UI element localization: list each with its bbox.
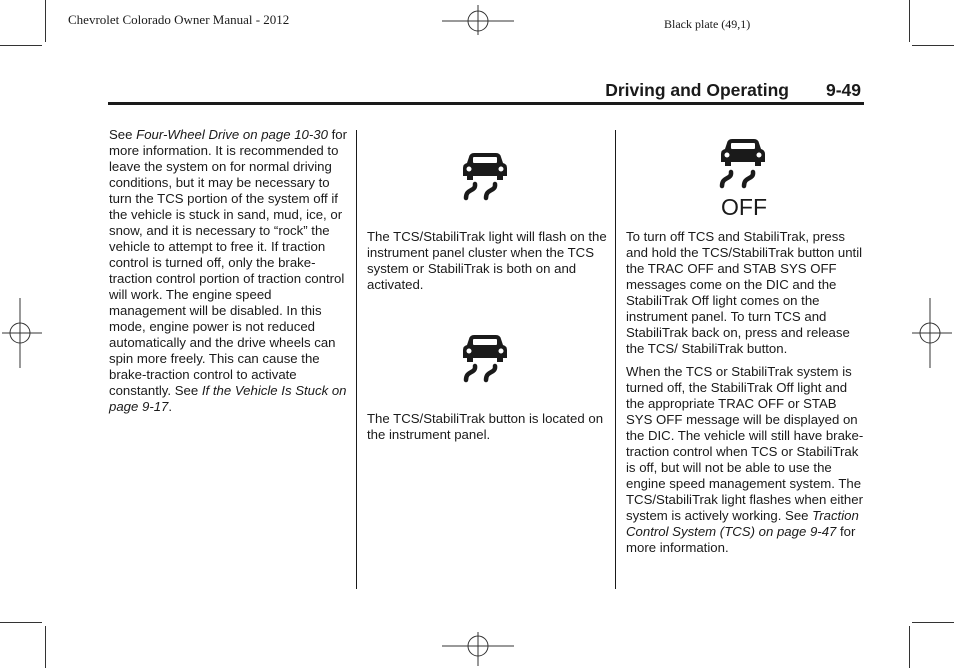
crop-mark bbox=[0, 622, 42, 623]
off-label: OFF bbox=[721, 194, 767, 220]
registration-mark-left bbox=[2, 298, 42, 368]
column-2-text-2 bbox=[367, 411, 607, 443]
traction-control-light-icon bbox=[462, 150, 514, 204]
crop-mark bbox=[909, 0, 910, 42]
paragraph: The TCS/StabiliTrak button is located on the instrument panel. bbox=[367, 411, 604, 442]
registration-mark-bottom bbox=[442, 632, 514, 666]
column-2-text-1 bbox=[367, 229, 607, 293]
paragraph: To turn off TCS and StabiliTrak, press and hold the TCS/StabiliTrak button until the TRAC OFF and STAB SYS OFF messages come on the DIC and the StabiliTrak Off light comes on the instrument panel. To turn TCS and StabiliTrak back on, press and release the TCS/ StabiliTrak button. bbox=[626, 229, 863, 356]
page-number: 9-49 bbox=[826, 80, 862, 100]
paragraph: The TCS/StabiliTrak light will flash on the instrument panel cluster when the TCS system or StabiliTrak is both on and activated. bbox=[367, 229, 607, 292]
column-3 bbox=[626, 229, 866, 556]
cross-reference: Traction Control System (TCS) on page 9-47 bbox=[626, 508, 859, 539]
registration-mark-top bbox=[442, 5, 514, 35]
registration-mark-right bbox=[912, 298, 952, 368]
crop-mark bbox=[45, 0, 46, 42]
crop-mark bbox=[912, 45, 954, 46]
traction-control-button-icon bbox=[462, 332, 514, 386]
manual-title: Chevrolet Colorado Owner Manual - 2012 bbox=[68, 12, 290, 27]
cross-reference: If the Vehicle Is Stuck on page 9-17 bbox=[109, 383, 347, 414]
column-1 bbox=[109, 127, 349, 415]
paragraph: When the TCS or StabiliTrak system is turned off, the StabiliTrak Off light and the appropriate TRAC OFF or STAB SYS OFF message will be displayed on the DIC. The vehicle will still have brake-traction control when TCS or StabiliTrak is off, but will not be able to use the engine speed management system. The TCS/StabiliTrak light flashes when either system is actively working. See Traction Control System (TCS) on page 9-47 for more information. bbox=[626, 364, 864, 555]
paragraph: See Four-Wheel Drive on page 10-30 for more information. It is recommended to leave the system on for normal driving conditions, but it may be necessary to turn the TCS portion of the system off if the vehicle is stuck in sand, mud, ice, or snow, and it is necessary to “rock” the vehicle to attempt to free it. If traction control is turned off, only the brake-traction control portion of traction control will work. The engine speed management will be disabled. In this mode, engine power is not reduced automatically and the drive wheels can spin more freely. This can cause the brake-traction control to activate constantly. See If the Vehicle Is Stuck on page 9-17. bbox=[109, 127, 348, 414]
column-divider bbox=[615, 130, 616, 589]
stabilitrak-off-icon bbox=[718, 136, 774, 220]
plate-label: Black plate (49,1) bbox=[664, 17, 751, 31]
header-rule bbox=[108, 102, 864, 105]
cross-reference: Four-Wheel Drive on page 10-30 bbox=[136, 127, 328, 142]
crop-mark bbox=[909, 626, 910, 668]
column-divider bbox=[356, 130, 357, 589]
crop-mark bbox=[912, 622, 954, 623]
section-title: Driving and Operating bbox=[605, 80, 789, 100]
crop-mark bbox=[0, 45, 42, 46]
crop-mark bbox=[45, 626, 46, 668]
